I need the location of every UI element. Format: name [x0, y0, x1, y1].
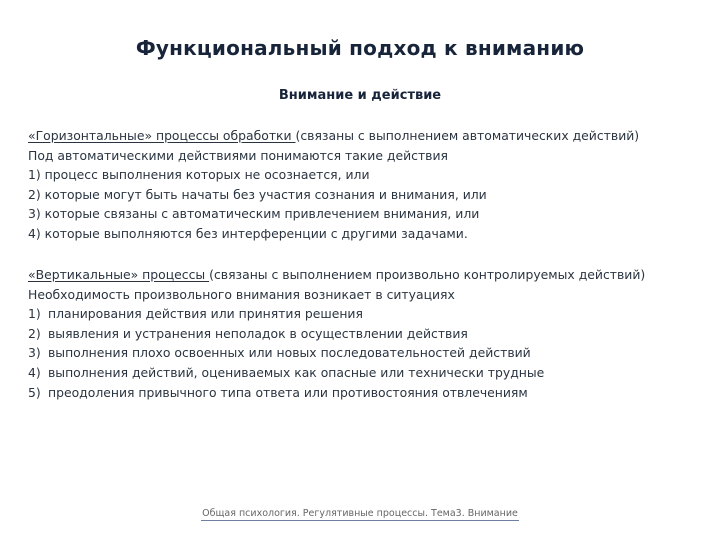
- list-item: [28, 363, 708, 383]
- list-item: 1) процесс выполнения которых не осознается, или: [28, 167, 370, 183]
- list-item-number: 4): [28, 364, 41, 380]
- list-item-number: 2): [28, 325, 41, 341]
- horizontal-intro: Под автоматическими действиями понимаются такие действия: [28, 147, 448, 163]
- horizontal-heading: [28, 126, 708, 146]
- vertical-processes-block: [28, 265, 708, 402]
- list-item-number: 5): [28, 384, 41, 400]
- vertical-heading: [28, 265, 708, 285]
- list-item-text: планирования действия или принятия решения: [48, 306, 363, 322]
- list-item-number: 3): [28, 345, 41, 361]
- vertical-heading-underlined: «Вертикальные» процессы: [28, 267, 210, 282]
- list-item: 2) которые могут быть начаты без участия сознания и внимания, или: [28, 186, 487, 202]
- list-item: 3) которые связаны с автоматическим привлечением внимания, или: [28, 206, 480, 222]
- vertical-intro: Необходимость произвольного внимания возникает в ситуациях: [28, 286, 455, 302]
- list-item: [28, 383, 708, 403]
- horizontal-heading-underlined: «Горизонтальные» процессы обработки: [28, 128, 296, 143]
- list-item: [28, 304, 708, 324]
- list-item: [28, 324, 708, 344]
- list-item-text: выявления и устранения неполадок в осуществлении действия: [48, 325, 468, 341]
- list-item-text: преодоления привычного типа ответа или противостояния отвлечениям: [48, 384, 528, 400]
- list-item: [28, 343, 708, 363]
- horizontal-processes-block: [28, 126, 708, 244]
- vertical-heading-rest: (связаны с выполнением произвольно контролируемых действий): [209, 267, 646, 282]
- list-item: 4) которые выполняются без интерференции с другими задачами.: [28, 225, 468, 241]
- list-item-number: 1): [28, 306, 41, 322]
- list-item-text: выполнения действий, оцениваемых как опасные или технически трудные: [48, 364, 545, 380]
- slide-subtitle: Внимание и действие: [278, 88, 442, 103]
- slide-title: Функциональный подход к вниманию: [135, 36, 585, 60]
- horizontal-heading-rest: (связаны с выполнением автоматических действий): [295, 128, 640, 143]
- footer-text: Общая психология. Регулятивные процессы. Тема3. Внимание: [202, 508, 518, 519]
- list-item-text: выполнения плохо освоенных или новых последовательностей действий: [48, 345, 531, 361]
- slide-footer: [0, 508, 720, 519]
